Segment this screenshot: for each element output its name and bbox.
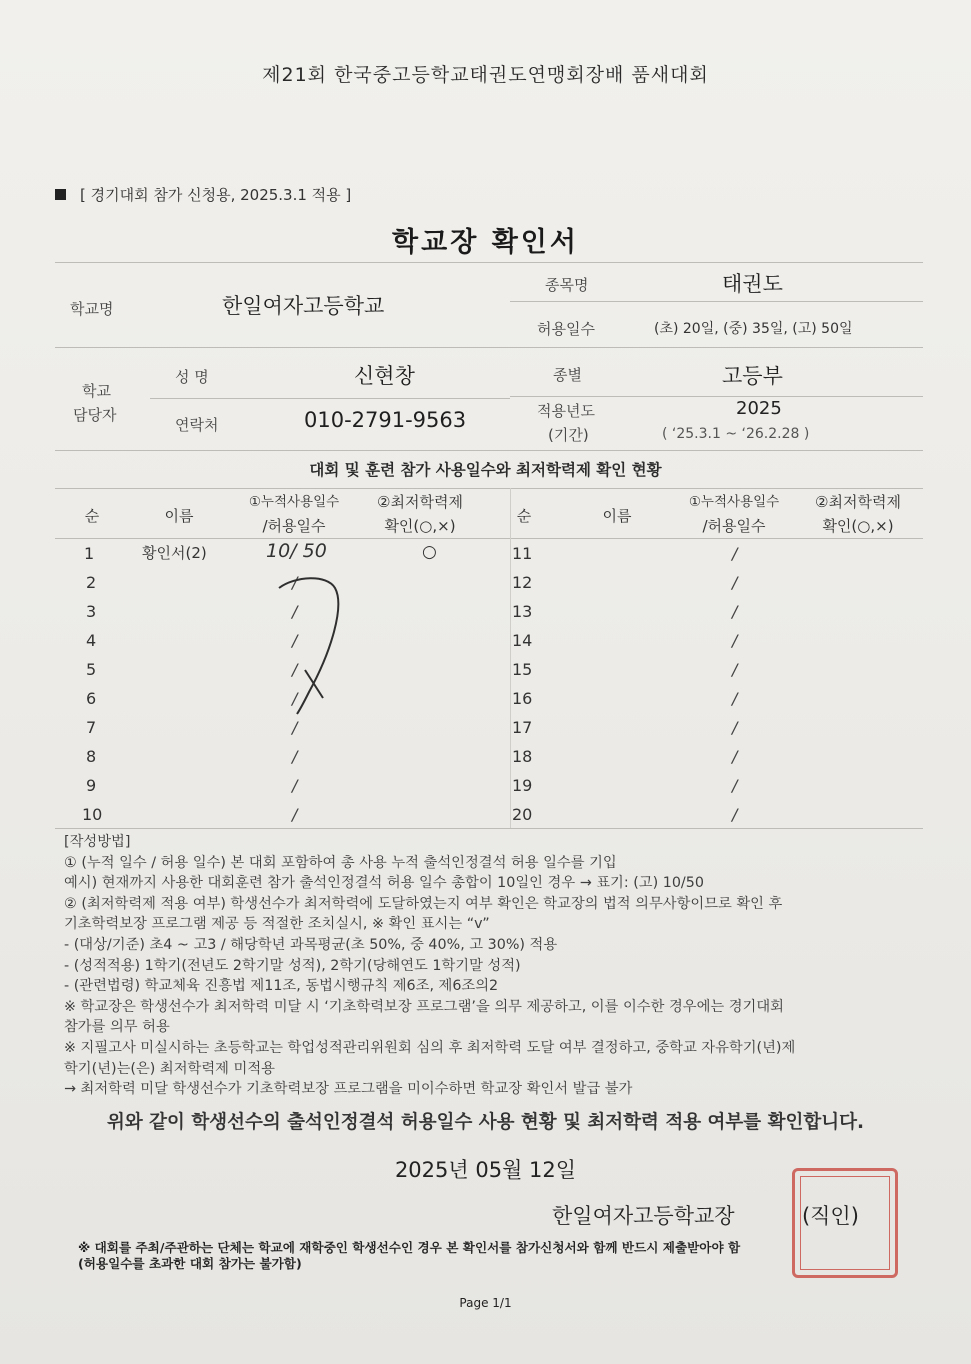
instruction-line: ※ 학교장은 학생선수가 최저학력 미달 시 ‘기초학력보장 프로그램’을 의무 제공하고, 이를 이수한 경우에는 경기대회 bbox=[64, 998, 784, 1015]
instructions-block bbox=[64, 832, 934, 1100]
instruction-line: 기초학력보장 프로그램 제공 등 적절한 조치실시, ※ 확인 표시는 “v” bbox=[64, 916, 490, 933]
row-days: / bbox=[732, 747, 738, 766]
signature-date: 2025년 05월 12일 bbox=[394, 1158, 577, 1182]
school-name: 한일여자고등학교 bbox=[222, 294, 385, 318]
row-no: 19 bbox=[512, 776, 533, 795]
row-days: / bbox=[292, 689, 298, 708]
manager-label-1: 학교 bbox=[82, 382, 111, 400]
row-no: 17 bbox=[512, 718, 533, 737]
contact-label: 연락처 bbox=[175, 416, 219, 434]
table-rule-top bbox=[55, 488, 923, 489]
row-days: 10/ 50 bbox=[266, 540, 327, 562]
row-no: 9 bbox=[86, 776, 97, 795]
document-title: 학교장 확인서 bbox=[392, 227, 579, 258]
col-name-left: 이름 bbox=[164, 507, 194, 525]
col-no-left: 순 bbox=[84, 507, 100, 525]
contact-value: 010-2791-9563 bbox=[304, 408, 467, 432]
instruction-line: - (성적적용) 1학기(전년도 2학기말 성적), 2학기(당해연도 1학기말 성적) bbox=[64, 957, 521, 974]
row-days: / bbox=[292, 718, 298, 737]
form-note bbox=[55, 184, 351, 205]
square-bullet-icon bbox=[55, 189, 66, 200]
seal-label: (직인) bbox=[801, 1204, 859, 1228]
allowed-days-value: (초) 20일, (중) 35일, (고) 50일 bbox=[654, 321, 853, 337]
table-rule-head bbox=[55, 538, 923, 539]
year-value: 2025 bbox=[736, 398, 782, 419]
row-days: / bbox=[732, 805, 738, 824]
table-rule-bottom bbox=[55, 828, 923, 829]
row-no: 8 bbox=[86, 747, 97, 766]
footer-note bbox=[78, 1240, 740, 1272]
col-days-right-1: ①누적사용일수 bbox=[688, 494, 780, 510]
rule-event bbox=[510, 301, 923, 302]
row-no: 1 bbox=[84, 544, 95, 563]
instruction-line: ① (누적 일수 / 허용 일수) 본 대회 포함하여 총 사용 누적 출석인정결석 허용 일수를 기입 bbox=[64, 854, 617, 871]
row-days: / bbox=[732, 776, 738, 795]
footer-note-1: ※ 대회를 주최/주관하는 단체는 학교에 재학중인 학생선수인 경우 본 확인서를 참가신청서와 함께 반드시 제출받아야 함 bbox=[78, 1240, 741, 1255]
row-no: 2 bbox=[86, 573, 97, 592]
principal-signature bbox=[552, 1200, 859, 1230]
col-acad-right-2: 확인(○,×) bbox=[822, 517, 894, 535]
row-no: 12 bbox=[512, 573, 533, 592]
principal-title: 한일여자고등학교장 bbox=[552, 1204, 735, 1228]
row-days: / bbox=[292, 660, 298, 679]
row-days: / bbox=[732, 660, 738, 679]
handwritten-strike-mark bbox=[265, 572, 355, 722]
event-name: 태권도 bbox=[722, 272, 783, 296]
instruction-line: 학기(년)는(은) 최저학력제 미적용 bbox=[64, 1060, 275, 1077]
instruction-line: - (대상/기준) 초4 ~ 고3 / 해당학년 과목평균(초 50%, 중 40%, 고 30%) 적용 bbox=[64, 936, 558, 953]
row-no: 4 bbox=[86, 631, 97, 650]
col-name-right: 이름 bbox=[602, 507, 632, 525]
instruction-line: ※ 지필고사 미실시하는 초등학교는 학업성적관리위원회 심의 후 최저학력 도달 여부 결정하고, 중학교 자유학기(년)제 bbox=[64, 1039, 796, 1056]
division-value: 고등부 bbox=[722, 364, 783, 388]
row-no: 14 bbox=[512, 631, 533, 650]
instruction-line: 예시) 현재까지 사용한 대회훈련 참가 출석인정결석 허용 일수 총합이 10일인 경우 → 표기: (고) 10/50 bbox=[64, 875, 704, 892]
row-days: / bbox=[292, 805, 298, 824]
row-no: 11 bbox=[512, 544, 533, 563]
row-no: 7 bbox=[86, 718, 97, 737]
row-no: 6 bbox=[86, 689, 97, 708]
event-title: 제21회 한국중고등학교태권도연맹회장배 품새대회 bbox=[262, 64, 709, 86]
col-days-left-2: /허용일수 bbox=[262, 517, 326, 535]
instruction-line: - (관련법령) 학교체육 진흥법 제11조, 동법시행규칙 제6조, 제6조의2 bbox=[64, 978, 499, 995]
page-number: Page 1/1 bbox=[459, 1296, 512, 1310]
table-center-divider bbox=[510, 488, 511, 828]
row-no: 3 bbox=[86, 602, 97, 621]
row-days: / bbox=[732, 689, 738, 708]
allowed-days-label: 허용일수 bbox=[537, 320, 595, 338]
col-no-right: 순 bbox=[516, 507, 532, 525]
row-name: 황인서(2) bbox=[142, 544, 207, 562]
row-days: / bbox=[732, 544, 738, 563]
manager-name: 신현창 bbox=[354, 364, 415, 388]
event-label: 종목명 bbox=[545, 276, 589, 294]
row-days: / bbox=[292, 747, 298, 766]
rule-manager bbox=[55, 450, 923, 451]
row-days: / bbox=[292, 776, 298, 795]
row-no: 10 bbox=[82, 805, 103, 824]
instruction-line: ② (최저학력제 적용 여부) 학생선수가 최저학력에 도달하였는지 여부 확인은 학교장의 법적 의무사항이므로 확인 후 bbox=[64, 895, 783, 912]
period-value: ( ‘25.3.1 ~ ‘26.2.28 ) bbox=[662, 426, 810, 442]
instruction-line: → 최저학력 미달 학생선수가 기초학력보장 프로그램을 미이수하면 학교장 확인서 발급 불가 bbox=[64, 1081, 633, 1098]
row-days: / bbox=[292, 573, 298, 592]
table-title: 대회 및 훈련 참가 사용일수와 최저학력제 확인 현황 bbox=[309, 461, 662, 479]
rule-division bbox=[510, 396, 923, 397]
footer-note-2: (허용일수를 초과한 대회 참가는 불가함) bbox=[78, 1256, 302, 1271]
year-label-2: (기간) bbox=[548, 426, 589, 444]
col-acad-left-1: ②최저학력제 bbox=[377, 493, 463, 511]
manager-label-2: 담당자 bbox=[73, 406, 117, 424]
instruction-line: 참가를 의무 허용 bbox=[64, 1019, 170, 1036]
row-days: / bbox=[292, 602, 298, 621]
row-no: 18 bbox=[512, 747, 533, 766]
row-no: 13 bbox=[512, 602, 533, 621]
rule-name bbox=[150, 398, 510, 399]
row-days: / bbox=[732, 718, 738, 737]
instructions-heading: [작성방법] bbox=[64, 834, 131, 850]
row-days: / bbox=[732, 631, 738, 650]
division-label: 종별 bbox=[553, 366, 582, 384]
row-days: / bbox=[292, 631, 298, 650]
col-days-right-2: /허용일수 bbox=[702, 517, 766, 535]
row-no: 15 bbox=[512, 660, 533, 679]
col-acad-right-1: ②최저학력제 bbox=[815, 493, 901, 511]
name-label: 성 명 bbox=[175, 368, 209, 386]
row-no: 5 bbox=[86, 660, 97, 679]
confirmation-text: 위와 같이 학생선수의 출석인정결석 허용일수 사용 현황 및 최저학력 적용 여부를 확인합니다. bbox=[107, 1112, 864, 1133]
rule-school bbox=[55, 347, 923, 348]
row-check: ○ bbox=[422, 542, 437, 562]
row-days: / bbox=[732, 602, 738, 621]
row-days: / bbox=[732, 573, 738, 592]
form-note-text: [ 경기대회 참가 신청용, 2025.3.1 적용 ] bbox=[80, 186, 352, 204]
row-no: 20 bbox=[512, 805, 533, 824]
year-label-1: 적용년도 bbox=[537, 402, 595, 420]
row-no: 16 bbox=[512, 689, 533, 708]
school-label: 학교명 bbox=[70, 300, 114, 318]
col-acad-left-2: 확인(○,×) bbox=[384, 517, 456, 535]
col-days-left-1: ①누적사용일수 bbox=[248, 494, 340, 510]
rule-top bbox=[55, 262, 923, 263]
